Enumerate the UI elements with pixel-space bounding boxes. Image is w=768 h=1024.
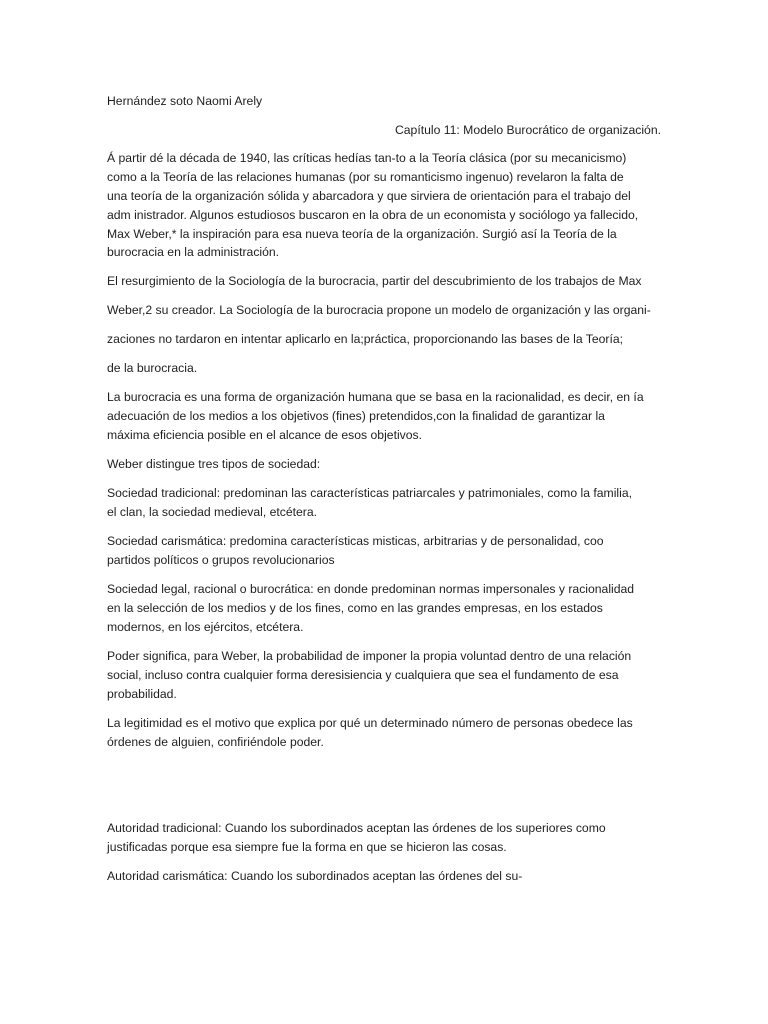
text-line: justificadas porque esa siempre fue la forma en que se hicieron las cosas. — [107, 840, 507, 854]
text-line: Á partir dé la década de 1940, las críticas hedías tan-to a la Teoría clásica (por su mecanicismo) — [107, 151, 627, 165]
text-line: Weber,2 su creador. La Sociología de la burocracia propone un modelo de organización y las organi- — [107, 303, 651, 317]
text-line: Weber distingue tres tipos de sociedad: — [107, 457, 321, 471]
text-line: una teoría de la organización sólida y abarcadora y que sirviera de orientación para el trabajo del — [107, 189, 631, 203]
text-line: adm inistrador. Algunos estudiosos buscaron en la obra de un economista y sociólogo ya fallecido, — [107, 208, 639, 222]
text-line: Autoridad tradicional: Cuando los subordinados aceptan las órdenes de los superiores como — [107, 821, 606, 835]
text-line: como a la Teoría de las relaciones humanas (por su romanticismo ingenuo) revelaron la falta de — [107, 170, 624, 184]
text-line: burocracia en la administración. — [107, 245, 280, 259]
text-line: La legitimidad es el motivo que explica por qué un determinado número de personas obedece las — [107, 716, 633, 730]
author-name: Hernández soto Naomi Arely — [107, 94, 263, 108]
text-line: social, incluso contra cualquier forma deresisiencia y cualquiera que sea el fundamento de esa — [107, 668, 619, 682]
text-line: Sociedad carismática: predomina características misticas, arbitrarias y de personalidad, coo — [107, 534, 604, 548]
text-line: Sociedad tradicional: predominan las características patriarcales y patrimoniales, como la familia, — [107, 486, 632, 500]
text-line: La burocracia es una forma de organización humana que se basa en la racionalidad, es decir, en ía — [107, 390, 644, 404]
text-line: El resurgimiento de la Sociología de la burocracia, partir del descubrimiento de los trabajos de Max — [107, 274, 642, 288]
text-line: órdenes de alguien, confiriéndole poder. — [107, 735, 324, 749]
text-line: Max Weber,* la inspiración para esa nueva teoría de la organización. Surgió así la Teoría de la — [107, 227, 617, 241]
text-line: adecuación de los medios a los objetivos (fines) pretendidos,con la finalidad de garantizar la — [107, 409, 605, 423]
text-line: Autoridad carismática: Cuando los subordinados aceptan las órdenes del su- — [107, 869, 523, 883]
text-line: Sociedad legal, racional o burocrática: en donde predominan normas impersonales y racionalidad — [107, 582, 635, 596]
text-line: el clan, la sociedad medieval, etcétera. — [107, 505, 318, 519]
text-line: probabilidad. — [107, 687, 177, 701]
chapter-title: Capítulo 11: Modelo Burocrático de organización. — [394, 123, 661, 137]
text-line: en la selección de los medios y de los fines, como en las grandes empresas, en los estados — [107, 601, 603, 615]
text-line: máxima eficiencia posible en el alcance de esos objetivos. — [107, 428, 423, 442]
text-line: partidos políticos o grupos revolucionarios — [107, 553, 335, 567]
text-line: zaciones no tardaron en intentar aplicarlo en la;práctica, proporcionando las bases de la Teoría; — [107, 332, 624, 346]
text-line: de la burocracia. — [107, 361, 198, 375]
text-line: modernos, en los ejércitos, etcétera. — [107, 620, 304, 634]
text-line: Poder significa, para Weber, la probabilidad de imponer la propia voluntad dentro de una relación — [107, 649, 632, 663]
